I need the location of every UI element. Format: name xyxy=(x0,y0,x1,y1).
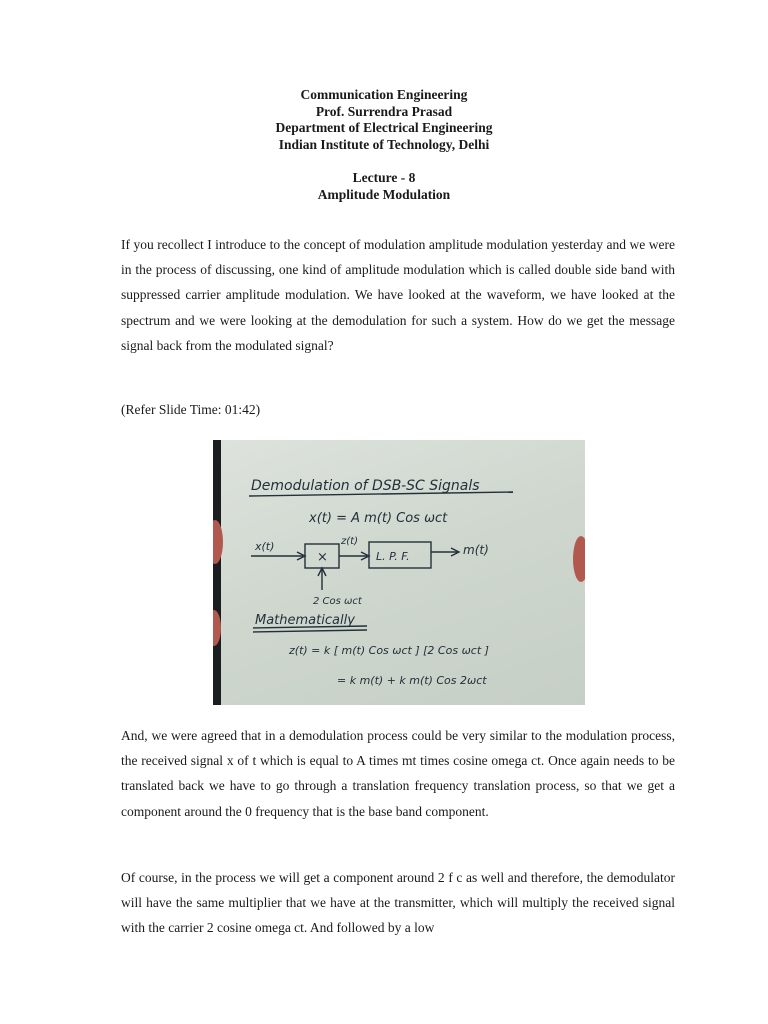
slide-drawing xyxy=(221,440,585,705)
presenter-hand-left-lower xyxy=(213,610,221,646)
input-signal-label: x(t) xyxy=(255,540,275,553)
lpf-label: L. P. F. xyxy=(376,550,410,563)
slide-equation-2: z(t) = k [ m(t) Cos ωct ] [2 Cos ωct ] xyxy=(289,644,489,657)
institute-name: Indian Institute of Technology, Delhi xyxy=(278,136,490,152)
professor-name: Prof. Surrendra Prasad xyxy=(315,103,453,119)
document-header xyxy=(0,87,768,153)
section-heading: Mathematically xyxy=(255,613,355,628)
lecture-slide-image xyxy=(213,440,585,705)
multiplier-symbol: × xyxy=(317,550,328,565)
carrier-label: 2 Cos ωct xyxy=(313,596,362,607)
slide-equation-1: x(t) = A m(t) Cos ωct xyxy=(309,511,448,526)
z-signal-label: z(t) xyxy=(341,536,358,547)
course-title: Communication Engineering xyxy=(300,87,468,102)
department-name: Department of Electrical Engineering xyxy=(275,120,493,135)
output-signal-label: m(t) xyxy=(463,543,489,557)
whiteboard xyxy=(221,440,585,705)
section-underline-2 xyxy=(253,630,367,632)
paragraph-3: Of course, in the process we will get a component around 2 f c as well and therefore, the demodulator will have the same multiplier that we have at the transmitter, which will multiply the received signal with the carrier 2 cosine omega ct. And followed by a low xyxy=(121,870,675,936)
presenter-hand-right xyxy=(573,536,585,582)
lecture-title: Amplitude Modulation xyxy=(317,186,451,202)
slide-equation-3: = k m(t) + k m(t) Cos 2ωct xyxy=(337,674,487,687)
lecture-number: Lecture - 8 xyxy=(352,170,416,185)
lecture-heading xyxy=(0,170,768,203)
paragraph-1: If you recollect I introduce to the concept of modulation amplitude modulation yesterday and we were in the process of discussing, one kind of amplitude modulation which is called double side band with suppressed carrier amplitude modulation. We have looked at the waveform, we have looked at the spectrum and we were looking at the demodulation for such a system. How do we get the message signal back from the modulated signal? xyxy=(121,237,675,353)
slide-reference: (Refer Slide Time: 01:42) xyxy=(121,402,261,417)
paragraph-2: And, we were agreed that in a demodulation process could be very similar to the modulation process, the received signal x of t which is equal to A times mt times cosine omega ct. Once again needs to be translated back we have to go through a translation frequency translation process, so that we get a component around the 0 frequency that is the base band component. xyxy=(121,728,675,819)
slide-title: Demodulation of DSB-SC Signals xyxy=(251,478,480,494)
